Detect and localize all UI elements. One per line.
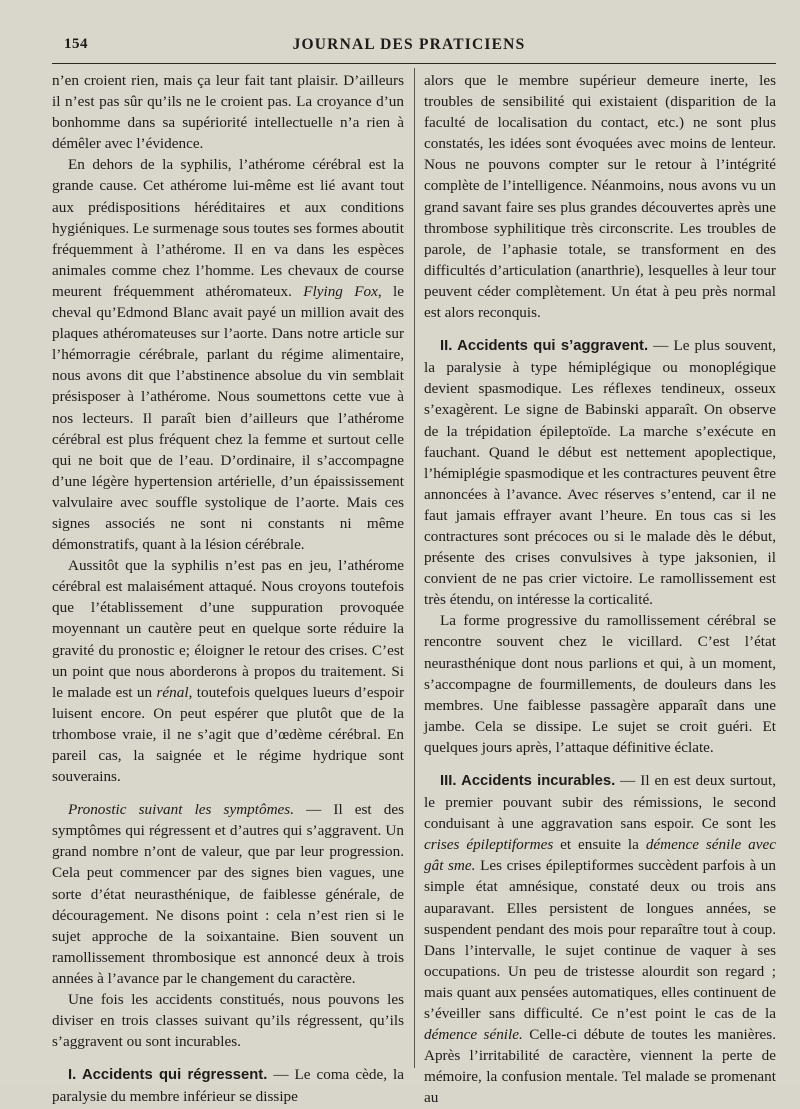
- paragraph: II. Accidents qui s’aggravent. — Le plus souvent, la paralysie à type hémiplégique ou monoplégique devient spasmodique. Les réflexes tendineux, osseux s’exagèrent. Le signe de Babinski apparaît. On observe de la trépidation épileptoïde. La marche s’exécute en fauchant. Quand le début est nettement apoplectique, l’hémiplégie spasmodique et les contractures peuvent être annoncées à l’avance. Avec réserves s’entend, car il ne faut jamais effrayer avant l’heure. En tous cas si les contractures sont précoces ou si le malade dès le début, présente des crises convulsives à type jaksonien, il convient de ne pas crier victoire. Le ramollissement est très étendu, on intéresse la corticalité.: [424, 337, 776, 609]
- header-rule: [52, 63, 776, 64]
- page-header: [58, 34, 760, 60]
- paragraph: Pronostic suivant les symptômes. — Il est des symptômes qui régressent et d’autres qui s’aggravent. Un grand nombre n’ont de valeur, que par leur progression. Cela peut commencer par des signes bien vagues, une sorte d’état neurasthénique, de faiblesse générale, de découragement. Ne disons point : cela n’est rien si le sujet approche de la soixantaine. Bien souvent un ramollissement thrombosique est annoncé deux à trois années à l’avance par le changement du caractère.: [52, 801, 404, 987]
- italic-text: Flying Fox: [303, 282, 378, 300]
- right-column: [424, 70, 776, 1109]
- italic-text: rénal: [156, 683, 189, 701]
- subheading: Pronostic suivant les symptômes.: [68, 801, 294, 819]
- italic-text: démence sénile avec gât sme.: [424, 836, 776, 875]
- italic-text: crises épileptiformes: [424, 836, 554, 854]
- page-number: 154: [64, 36, 88, 52]
- paragraph: Aussitôt que la syphilis n’est pas en jeu, l’athérome cérébral est malaisément attaqué. Nous croyons toutefois que l’établissement d’une suppuration provoquée moyennant un cautère peut en quelque sorte réduire la gravité du pronostic e; éloigner le retour des crises. C’est un point que nous aborderons à propos du traitement. Si le malade est un rénal, toutefois quelques lueurs d’espoir luisent encore. On peut espérer que plutôt que de la trhombose vraie, il ne s’agit que d’œdème cérébral. En pareil cas, la saignée et le régime hydrique sont souverains.: [52, 557, 404, 786]
- journal-title: JOURNAL DES PRATICIENS: [292, 36, 526, 53]
- section-heading: III. Accidents incurables.: [440, 773, 616, 789]
- paragraph: alors que le membre supérieur demeure inerte, les troubles de sensibilité qui existaient (disparition de la faculté de localisation du contact, etc.) ne sont plus constatés, les idées sont évoquées avec moins de lenteur. Nous ne pouvons compter sur le retour à l’intégrité complète de l’intelligence. Néanmoins, nous avons vu un grand savant faire ses plus grandes découvertes après une thrombose syphilitique très circonscrite. Les troubles de parole, de l’aphasie totale, se transforment en des difficultés d’articulation (anarthrie), lesquelles à leur tour peuvent céder complètement. Un état à peu près normal est alors reconquis.: [424, 72, 776, 322]
- paragraph: III. Accidents incurables. — Il en est deux surtout, le premier pouvant subir des rémissions, le second conduisant à une aggravation sans espoir. Ce sont les crises épileptiformes et ensuite la démence sénile avec gât sme. Les crises épileptiformes succèdent parfois à un simple état amnésique, constaté deux ou trois ans auparavant. Elles persistent de longues années, se suspendent pendant des mois pour reparaître tout à coup. Dans l’intervalle, le sujet continue de vaquer à ses occupations. Un peu de tristesse alourdit son regard ; mais quant aux pensées automatiques, elles continuent de s’éveiller sans difficulté. Ce n’est point le cas de la démence sénile. Celle-ci débute de toutes les manières. Après l’irritabilité de caractère, viennent la perte de mémoire, la confusion mentale. Tel malade se promenant au: [424, 772, 777, 1107]
- paragraph: En dehors de la syphilis, l’athérome cérébral est la grande cause. Cet athérome lui-même est lié avant tout aux prédispositions héréditaires et aux conditions hygiéniques. Le surmenage sous toutes ses formes aboutit fréquemment à l’athérome. Il en va dans les espèces animales comme chez l’homme. Les chevaux de course meurent fréquemment athéromateux. Flying Fox, le cheval qu’Edmond Blanc avait payé un million avait des plaques athéromateuses sur l’aorte. Dans notre article sur l’hémorragie cérébrale, parlant du régime alimentaire, nous avons dit que l’abstinence absolue du vin semblait présisposer à l’athérome. Nous soumettons cette vue à nos lecteurs. Il paraît bien d’ailleurs que l’athérome cérébral est plus fréquent chez la femme et surtout celle qui ne boit que de l’eau. D’ordinaire, il s’accompagne d’une légère hypertension artérielle, d’un épaississement valvulaire avec souffle systolique de l’aorte. Mais ces signes associés ne sont ni constants ni même démonstratifs, quant à la lésion cérébrale.: [52, 156, 404, 554]
- paragraph: n’en croient rien, mais ça leur fait tant plaisir. D’ailleurs il n’est pas sûr qu’ils ne le croient pas. La croyance d’un bonhomme dans sa supériorité intellectuelle n’a rien à démêler avec l’évidence.: [52, 72, 404, 153]
- italic-text: démence sénile.: [424, 1026, 523, 1044]
- paragraph: I. Accidents qui régressent. — Le coma cède, la paralysie du membre inférieur se dissipe: [52, 1066, 404, 1106]
- paragraph: La forme progressive du ramollissement cérébral se rencontre souvent chez le vicillard. C’est l’état neurasthénique dont nous parlions et qui, à un moment, s’accompagne de fourmillements, de douleurs dans les membres. Une faiblesse passagère apparaît dans une jambe. Cela se dissipe. Le sujet se croit guéri. Et quelques jours après, l’attaque définitive éclate.: [424, 612, 776, 756]
- paragraph: Une fois les accidents constitués, nous pouvons les diviser en trois classes suivant qu’ils régressent, qu’ils s’aggravent ou sont incurables.: [52, 991, 404, 1051]
- column-divider: [414, 68, 415, 1068]
- left-column: [52, 70, 404, 1108]
- section-heading: II. Accidents qui s’aggravent.: [440, 338, 649, 355]
- section-heading: I. Accidents qui régressent.: [68, 1067, 268, 1084]
